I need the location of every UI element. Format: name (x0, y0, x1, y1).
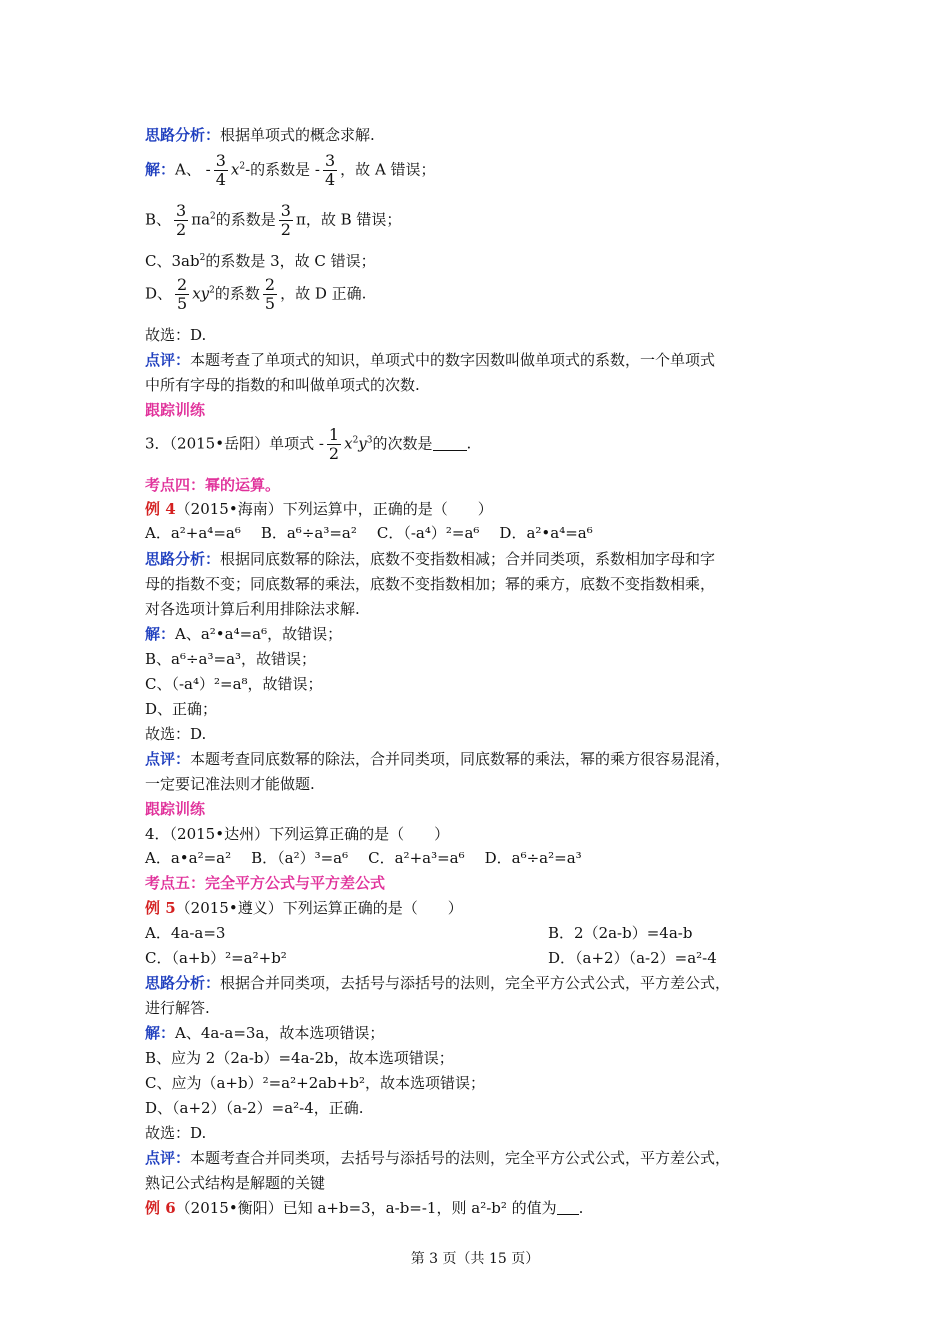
solution-c-line (145, 250, 376, 272)
fraction (263, 276, 277, 313)
section-5-heading: 考点五：完全平方公式与平方差公式 (145, 874, 386, 892)
comment-text: 本题考查合并同类项，去括号与添括号的法则，完全平方公式公式，平方差公式， (190, 1149, 731, 1167)
analysis-4-line-3: 对各选项计算后利用排除法求解. (145, 600, 360, 618)
fraction (323, 152, 337, 189)
example-5-option-a: A．4a-a=3 (145, 924, 226, 942)
comment-text: 本题考查同底数幂的除法，合并同类项，同底数幂的乘法，幂的乘方很容易混淆， (190, 750, 731, 768)
denominator: 4 (215, 170, 226, 189)
text: 的系数 (214, 284, 260, 303)
example-5-option-b: B．2（2a-b）=4a-b (548, 924, 693, 942)
example-5 (145, 897, 463, 919)
solution-5-b: B、应为 2（2a-b）=4a-2b，故本选项错误； (145, 1049, 454, 1067)
solution-b-line (145, 202, 401, 239)
solution-4-answer: 故选：D. (145, 725, 207, 743)
option: B．（a²）³=a⁶ (251, 849, 349, 867)
example-5-option-d: D．（a+2）（a-2）=a²-4 (548, 949, 717, 967)
numerator: 1 (328, 425, 340, 444)
analysis-line (145, 124, 375, 146)
text: -的系数是 - (245, 160, 320, 179)
denominator: 5 (264, 294, 276, 313)
example-6 (145, 1197, 583, 1219)
practice-heading: 跟踪训练 (145, 401, 206, 419)
example-label: 例 5 (145, 899, 176, 917)
fraction (175, 276, 189, 313)
text: D、 (145, 284, 173, 303)
example-5-option-c: C．（a+b）²=a²+b² (145, 949, 287, 967)
comment-5-line-2: 熟记公式结构是解题的关键 (145, 1174, 326, 1192)
comment-label: 点评： (145, 750, 191, 768)
analysis-label: 思路分析： (145, 550, 221, 568)
option: C．a²+a³=a⁶ (368, 849, 465, 867)
numerator: 3 (324, 151, 336, 170)
denominator: 5 (177, 294, 188, 313)
term: π (295, 210, 306, 229)
text: ，故 B 错误； (305, 210, 402, 229)
comment-5 (145, 1147, 730, 1169)
option: C．（-a⁴）²=a⁶ (376, 524, 480, 542)
answer-line: 故选：D. (145, 326, 207, 344)
exponent: 2 (209, 285, 215, 296)
exponent: 2 (239, 161, 246, 172)
fraction (279, 202, 293, 239)
denominator: 2 (176, 220, 187, 239)
solution-5-d: D、（a+2）（a-2）=a²-4，正确. (145, 1099, 364, 1117)
option: D．a⁶÷a²=a³ (484, 849, 582, 867)
solution-d-line (145, 276, 366, 313)
solution-label: 解： (145, 1024, 176, 1042)
text: 3．（2015•岳阳）单项式 - (145, 434, 324, 453)
text: ，故 A 错误； (340, 160, 436, 179)
example-text: （2015•衡阳）已知 a+b=3，a-b=-1，则 a²-b² 的值为 (175, 1199, 557, 1217)
exponent: 2 (199, 253, 206, 263)
comment-line (145, 349, 715, 371)
option: A．a²+a⁴=a⁶ (145, 524, 241, 542)
page-footer: 第 3 页（共 15 页） (410, 1251, 540, 1267)
comment-4 (145, 748, 730, 770)
option: D．a²•a⁴=a⁶ (499, 524, 593, 542)
analysis-4-line-2: 母的指数不变；同底数幂的乘法，底数不变指数相加；幂的乘方，底数不变指数相乘， (145, 575, 716, 593)
analysis-label: 思路分析： (145, 126, 221, 144)
fraction (327, 426, 341, 463)
solution-5-answer: 故选：D. (145, 1124, 207, 1142)
comment-label: 点评： (145, 351, 191, 369)
text: B、 (145, 210, 172, 229)
variable: x (344, 434, 353, 453)
solution-text: A、a²•a⁴=a⁶，故错误； (175, 625, 343, 643)
example-label: 例 4 (145, 500, 176, 518)
analysis-text: 根据同底数幂的除法，底数不变指数相减；合并同类项，系数相加字母和字 (220, 550, 716, 568)
denominator: 2 (280, 220, 291, 239)
question-4-options (145, 847, 582, 869)
comment-label: 点评： (145, 1149, 191, 1167)
question-3 (145, 426, 471, 463)
variable: y (358, 434, 367, 453)
question-4: 4．（2015•达州）下列运算正确的是（ ） (145, 825, 450, 843)
comment-4-line-2: 一定要记准法则才能做题. (145, 775, 315, 793)
solution-4-b: B、a⁶÷a³=a³，故错误； (145, 650, 317, 668)
practice-heading-2: 跟踪训练 (145, 800, 206, 818)
answer-blank[interactable] (557, 1200, 579, 1215)
solution-4-d: D、正确； (145, 700, 218, 718)
exponent: 2 (210, 211, 216, 222)
variable: xy (192, 284, 210, 303)
text: 的系数是 (215, 210, 276, 229)
denominator: 2 (328, 444, 340, 463)
numerator: 2 (177, 275, 188, 294)
solution-text: A、4a-a=3a，故本选项错误； (175, 1024, 385, 1042)
numerator: 3 (176, 201, 187, 220)
section-4-heading: 考点四：幂的运算。 (145, 476, 281, 494)
example-label: 例 6 (145, 1199, 176, 1217)
example-4 (145, 498, 493, 520)
option: A．a•a²=a² (145, 849, 232, 867)
text: 的次数是 (372, 434, 433, 453)
text: ，故 D 正确. (280, 284, 367, 303)
variable: x (230, 160, 240, 179)
text: . (466, 434, 472, 453)
exponent: 3 (366, 435, 373, 446)
analysis-text: 根据合并同类项，去括号与添括号的法则，完全平方公式公式，平方差公式， (220, 974, 731, 992)
numerator: 3 (215, 151, 226, 170)
solution-label: 解： (145, 625, 176, 643)
solution-5-c: C、应为（a+b）²=a²+2ab+b²，故本选项错误； (145, 1074, 485, 1092)
solution-a-line (145, 152, 436, 189)
solution-label: 解： (145, 160, 176, 179)
text: . (578, 1199, 584, 1217)
analysis-5-line-2: 进行解答. (145, 999, 210, 1017)
analysis-label: 思路分析： (145, 974, 221, 992)
analysis-text: 根据单项式的概念求解. (220, 126, 375, 144)
solution-4-c: C、（-a⁴）²=a⁸，故错误； (145, 675, 323, 693)
answer-blank[interactable] (433, 436, 467, 451)
numerator: 2 (264, 275, 276, 294)
comment-line-2: 中所有字母的指数的和叫做单项式的次数. (145, 376, 420, 394)
text: C、3ab (145, 252, 200, 270)
example-text: （2015•遵义）下列运算正确的是（ ） (175, 899, 463, 917)
option: B．a⁶÷a³=a² (260, 524, 357, 542)
fraction (174, 202, 188, 239)
example-text: （2015•海南）下列运算中，正确的是（ ） (175, 500, 493, 518)
analysis-5 (145, 972, 730, 994)
numerator: 3 (280, 201, 291, 220)
solution-4 (145, 623, 342, 645)
fraction (214, 152, 228, 189)
text: 的系数是 3，故 C 错误； (205, 252, 376, 270)
denominator: 4 (324, 170, 336, 189)
text: A、 - (175, 160, 211, 179)
comment-text: 本题考查了单项式的知识，单项式中的数字因数叫做单项式的系数，一个单项式 (190, 351, 716, 369)
example-4-options (145, 522, 593, 544)
term: πa (191, 210, 211, 229)
exponent: 2 (352, 435, 359, 446)
solution-5 (145, 1022, 384, 1044)
analysis-4 (145, 548, 715, 570)
